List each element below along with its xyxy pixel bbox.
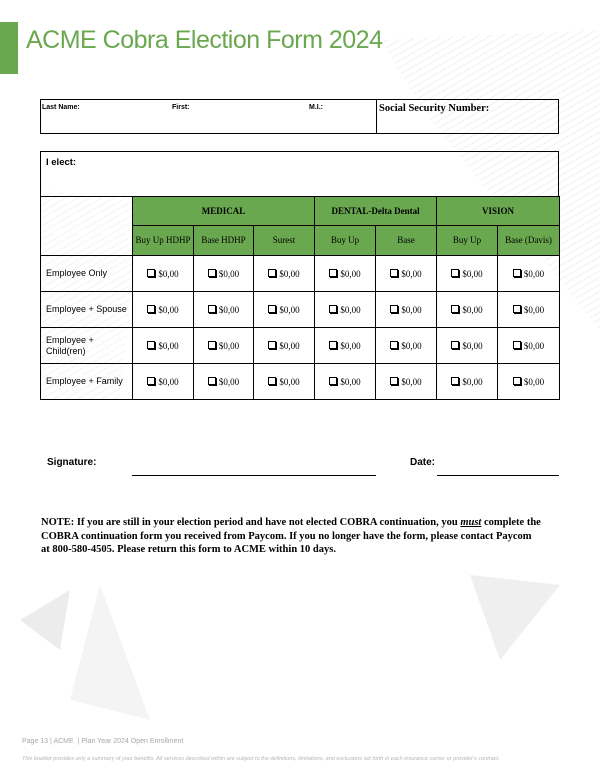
plan-option-cell[interactable] bbox=[315, 256, 376, 292]
plan-option-cell[interactable] bbox=[133, 292, 194, 328]
coverage-tier-label: Employee + Family bbox=[41, 364, 133, 400]
first-name-label: First: bbox=[172, 104, 190, 111]
plan-price: $0,00 bbox=[340, 340, 361, 351]
page-title: ACME Cobra Election Form 2024 bbox=[26, 26, 383, 54]
plan-price: $0,00 bbox=[218, 376, 240, 387]
plan-header: Base (Davis) bbox=[498, 226, 560, 256]
group-header-vision: VISION bbox=[437, 197, 560, 226]
checkbox-icon[interactable] bbox=[329, 341, 337, 349]
name-box bbox=[40, 99, 559, 134]
plan-price: $0,00 bbox=[401, 304, 422, 315]
plan-price: $0,00 bbox=[279, 268, 300, 279]
plan-header: Buy Up bbox=[315, 226, 376, 256]
coverage-row bbox=[41, 328, 560, 364]
plan-option-cell[interactable] bbox=[498, 364, 560, 400]
footer-page: Page 13 bbox=[22, 738, 49, 745]
checkbox-icon[interactable] bbox=[208, 305, 216, 313]
checkbox-icon[interactable] bbox=[451, 269, 459, 277]
note-suffix: complete the COBRA continuation form you received from Paycom. If you no longer have the form, please contact Paycom at 800-580-4505. Please return this form to ACME within 10 days. bbox=[41, 517, 541, 555]
corner-cell bbox=[41, 197, 133, 256]
plan-price: $0,00 bbox=[279, 304, 300, 315]
plan-price: $0,00 bbox=[401, 376, 422, 387]
plan-price: $0,00 bbox=[218, 268, 240, 279]
checkbox-icon[interactable] bbox=[147, 377, 155, 385]
plan-price: $0,00 bbox=[218, 304, 240, 315]
footer-page-info bbox=[22, 738, 183, 745]
checkbox-icon[interactable] bbox=[390, 269, 398, 277]
checkbox-icon[interactable] bbox=[329, 269, 337, 277]
note-prefix: NOTE: If you are still in your election period and have not elected COBRA continuation, you bbox=[41, 517, 461, 528]
plan-option-cell[interactable] bbox=[315, 292, 376, 328]
checkbox-icon[interactable] bbox=[513, 269, 521, 277]
plan-option-cell[interactable] bbox=[254, 328, 315, 364]
checkbox-icon[interactable] bbox=[390, 341, 398, 349]
plan-price: $0,00 bbox=[158, 340, 179, 351]
checkbox-icon[interactable] bbox=[513, 305, 521, 313]
plan-price: $0,00 bbox=[340, 376, 361, 387]
coverage-row bbox=[41, 364, 560, 400]
plan-option-cell[interactable] bbox=[133, 256, 194, 292]
checkbox-icon[interactable] bbox=[208, 341, 216, 349]
group-header-medical: MEDICAL bbox=[133, 197, 315, 226]
plan-price: $0,00 bbox=[523, 304, 545, 315]
title-accent-bar bbox=[0, 22, 18, 74]
plan-option-cell[interactable] bbox=[315, 328, 376, 364]
plan-option-cell[interactable] bbox=[254, 364, 315, 400]
checkbox-icon[interactable] bbox=[451, 305, 459, 313]
checkbox-icon[interactable] bbox=[147, 305, 155, 313]
group-header-dental: DENTAL-Delta Dental bbox=[315, 197, 437, 226]
ssn-field[interactable] bbox=[376, 100, 559, 133]
signature-line[interactable] bbox=[132, 475, 376, 476]
plan-option-cell[interactable] bbox=[194, 328, 254, 364]
gray-triangle-left bbox=[20, 590, 70, 650]
plan-option-cell[interactable] bbox=[437, 364, 498, 400]
coverage-row bbox=[41, 292, 560, 328]
plan-price: $0,00 bbox=[158, 376, 179, 387]
plan-price: $0,00 bbox=[462, 340, 483, 351]
plan-option-cell[interactable] bbox=[133, 364, 194, 400]
footer-plan-year: Plan Year 2024 Open Enrollment bbox=[81, 738, 184, 745]
checkbox-icon[interactable] bbox=[513, 341, 521, 349]
plan-price: $0,00 bbox=[401, 340, 422, 351]
footer-company: ACME bbox=[53, 738, 74, 745]
footer-separator: | bbox=[50, 738, 52, 745]
date-label: Date: bbox=[410, 457, 436, 468]
plan-option-cell[interactable] bbox=[498, 292, 560, 328]
plan-price: $0,00 bbox=[462, 268, 483, 279]
plan-option-cell[interactable] bbox=[437, 256, 498, 292]
checkbox-icon[interactable] bbox=[208, 269, 216, 277]
plan-option-cell[interactable] bbox=[437, 328, 498, 364]
plan-option-cell[interactable] bbox=[315, 364, 376, 400]
checkbox-icon[interactable] bbox=[268, 341, 276, 349]
ssn-label: Social Security Number: bbox=[379, 103, 490, 114]
checkbox-icon[interactable] bbox=[208, 377, 216, 385]
plan-option-cell[interactable] bbox=[376, 328, 437, 364]
footer-disclaimer: This booklet provides only a summary of your benefits. All services described within are subject to the definitions, limitations, and exclusions set forth in each insurance carrier or provider's contract. bbox=[22, 756, 500, 762]
plan-header: Surest bbox=[254, 226, 315, 256]
coverage-table bbox=[40, 196, 560, 400]
checkbox-icon[interactable] bbox=[268, 305, 276, 313]
plan-option-cell[interactable] bbox=[194, 364, 254, 400]
plan-option-cell[interactable] bbox=[437, 292, 498, 328]
checkbox-icon[interactable] bbox=[268, 377, 276, 385]
plan-option-cell[interactable] bbox=[194, 292, 254, 328]
checkbox-icon[interactable] bbox=[451, 341, 459, 349]
plan-price: $0,00 bbox=[218, 340, 240, 351]
plan-option-cell[interactable] bbox=[254, 256, 315, 292]
last-name-label: Last Name: bbox=[42, 104, 80, 111]
plan-price: $0,00 bbox=[462, 304, 483, 315]
date-line[interactable] bbox=[437, 475, 559, 476]
plan-header: Buy Up HDHP bbox=[133, 226, 194, 256]
coverage-row bbox=[41, 256, 560, 292]
plan-price: $0,00 bbox=[340, 304, 361, 315]
coverage-tier-label: Employee + Child(ren) bbox=[41, 328, 133, 364]
plan-option-cell[interactable] bbox=[376, 292, 437, 328]
plan-option-cell[interactable] bbox=[498, 256, 560, 292]
checkbox-icon[interactable] bbox=[147, 269, 155, 277]
plan-header: Base bbox=[376, 226, 437, 256]
coverage-tier-label: Employee Only bbox=[41, 256, 133, 292]
plan-header: Buy Up bbox=[437, 226, 498, 256]
plan-price: $0,00 bbox=[279, 376, 300, 387]
footer-separator: | bbox=[77, 738, 80, 745]
signature-label: Signature: bbox=[47, 457, 97, 468]
plan-price: $0,00 bbox=[523, 376, 545, 387]
note-emphasis: must bbox=[460, 517, 482, 528]
plan-price: $0,00 bbox=[523, 340, 545, 351]
plan-option-cell[interactable] bbox=[254, 292, 315, 328]
plan-option-cell[interactable] bbox=[498, 328, 560, 364]
plan-price: $0,00 bbox=[158, 304, 179, 315]
plan-option-cell[interactable] bbox=[133, 328, 194, 364]
gray-triangle-bottom-right bbox=[470, 575, 560, 660]
elect-box bbox=[40, 151, 559, 197]
plan-price: $0,00 bbox=[279, 340, 300, 351]
checkbox-icon[interactable] bbox=[329, 377, 337, 385]
checkbox-icon[interactable] bbox=[390, 377, 398, 385]
plan-header: Base HDHP bbox=[194, 226, 254, 256]
plan-price: $0,00 bbox=[340, 268, 361, 279]
plan-option-cell[interactable] bbox=[376, 256, 437, 292]
checkbox-icon[interactable] bbox=[329, 305, 337, 313]
cobra-note bbox=[41, 516, 541, 557]
checkbox-icon[interactable] bbox=[513, 377, 521, 385]
checkbox-icon[interactable] bbox=[390, 305, 398, 313]
group-header-row bbox=[41, 197, 560, 226]
checkbox-icon[interactable] bbox=[451, 377, 459, 385]
plan-price: $0,00 bbox=[523, 268, 545, 279]
checkbox-icon[interactable] bbox=[268, 269, 276, 277]
plan-option-cell[interactable] bbox=[376, 364, 437, 400]
plan-price: $0,00 bbox=[401, 268, 422, 279]
plan-option-cell[interactable] bbox=[194, 256, 254, 292]
coverage-tier-label: Employee + Spouse bbox=[41, 292, 133, 328]
gray-triangle-bottom-left bbox=[70, 585, 150, 720]
plan-price: $0,00 bbox=[462, 376, 483, 387]
middle-initial-label: M.I.: bbox=[309, 104, 323, 111]
plan-price: $0,00 bbox=[158, 268, 179, 279]
checkbox-icon[interactable] bbox=[147, 341, 155, 349]
elect-label: I elect: bbox=[46, 157, 77, 168]
